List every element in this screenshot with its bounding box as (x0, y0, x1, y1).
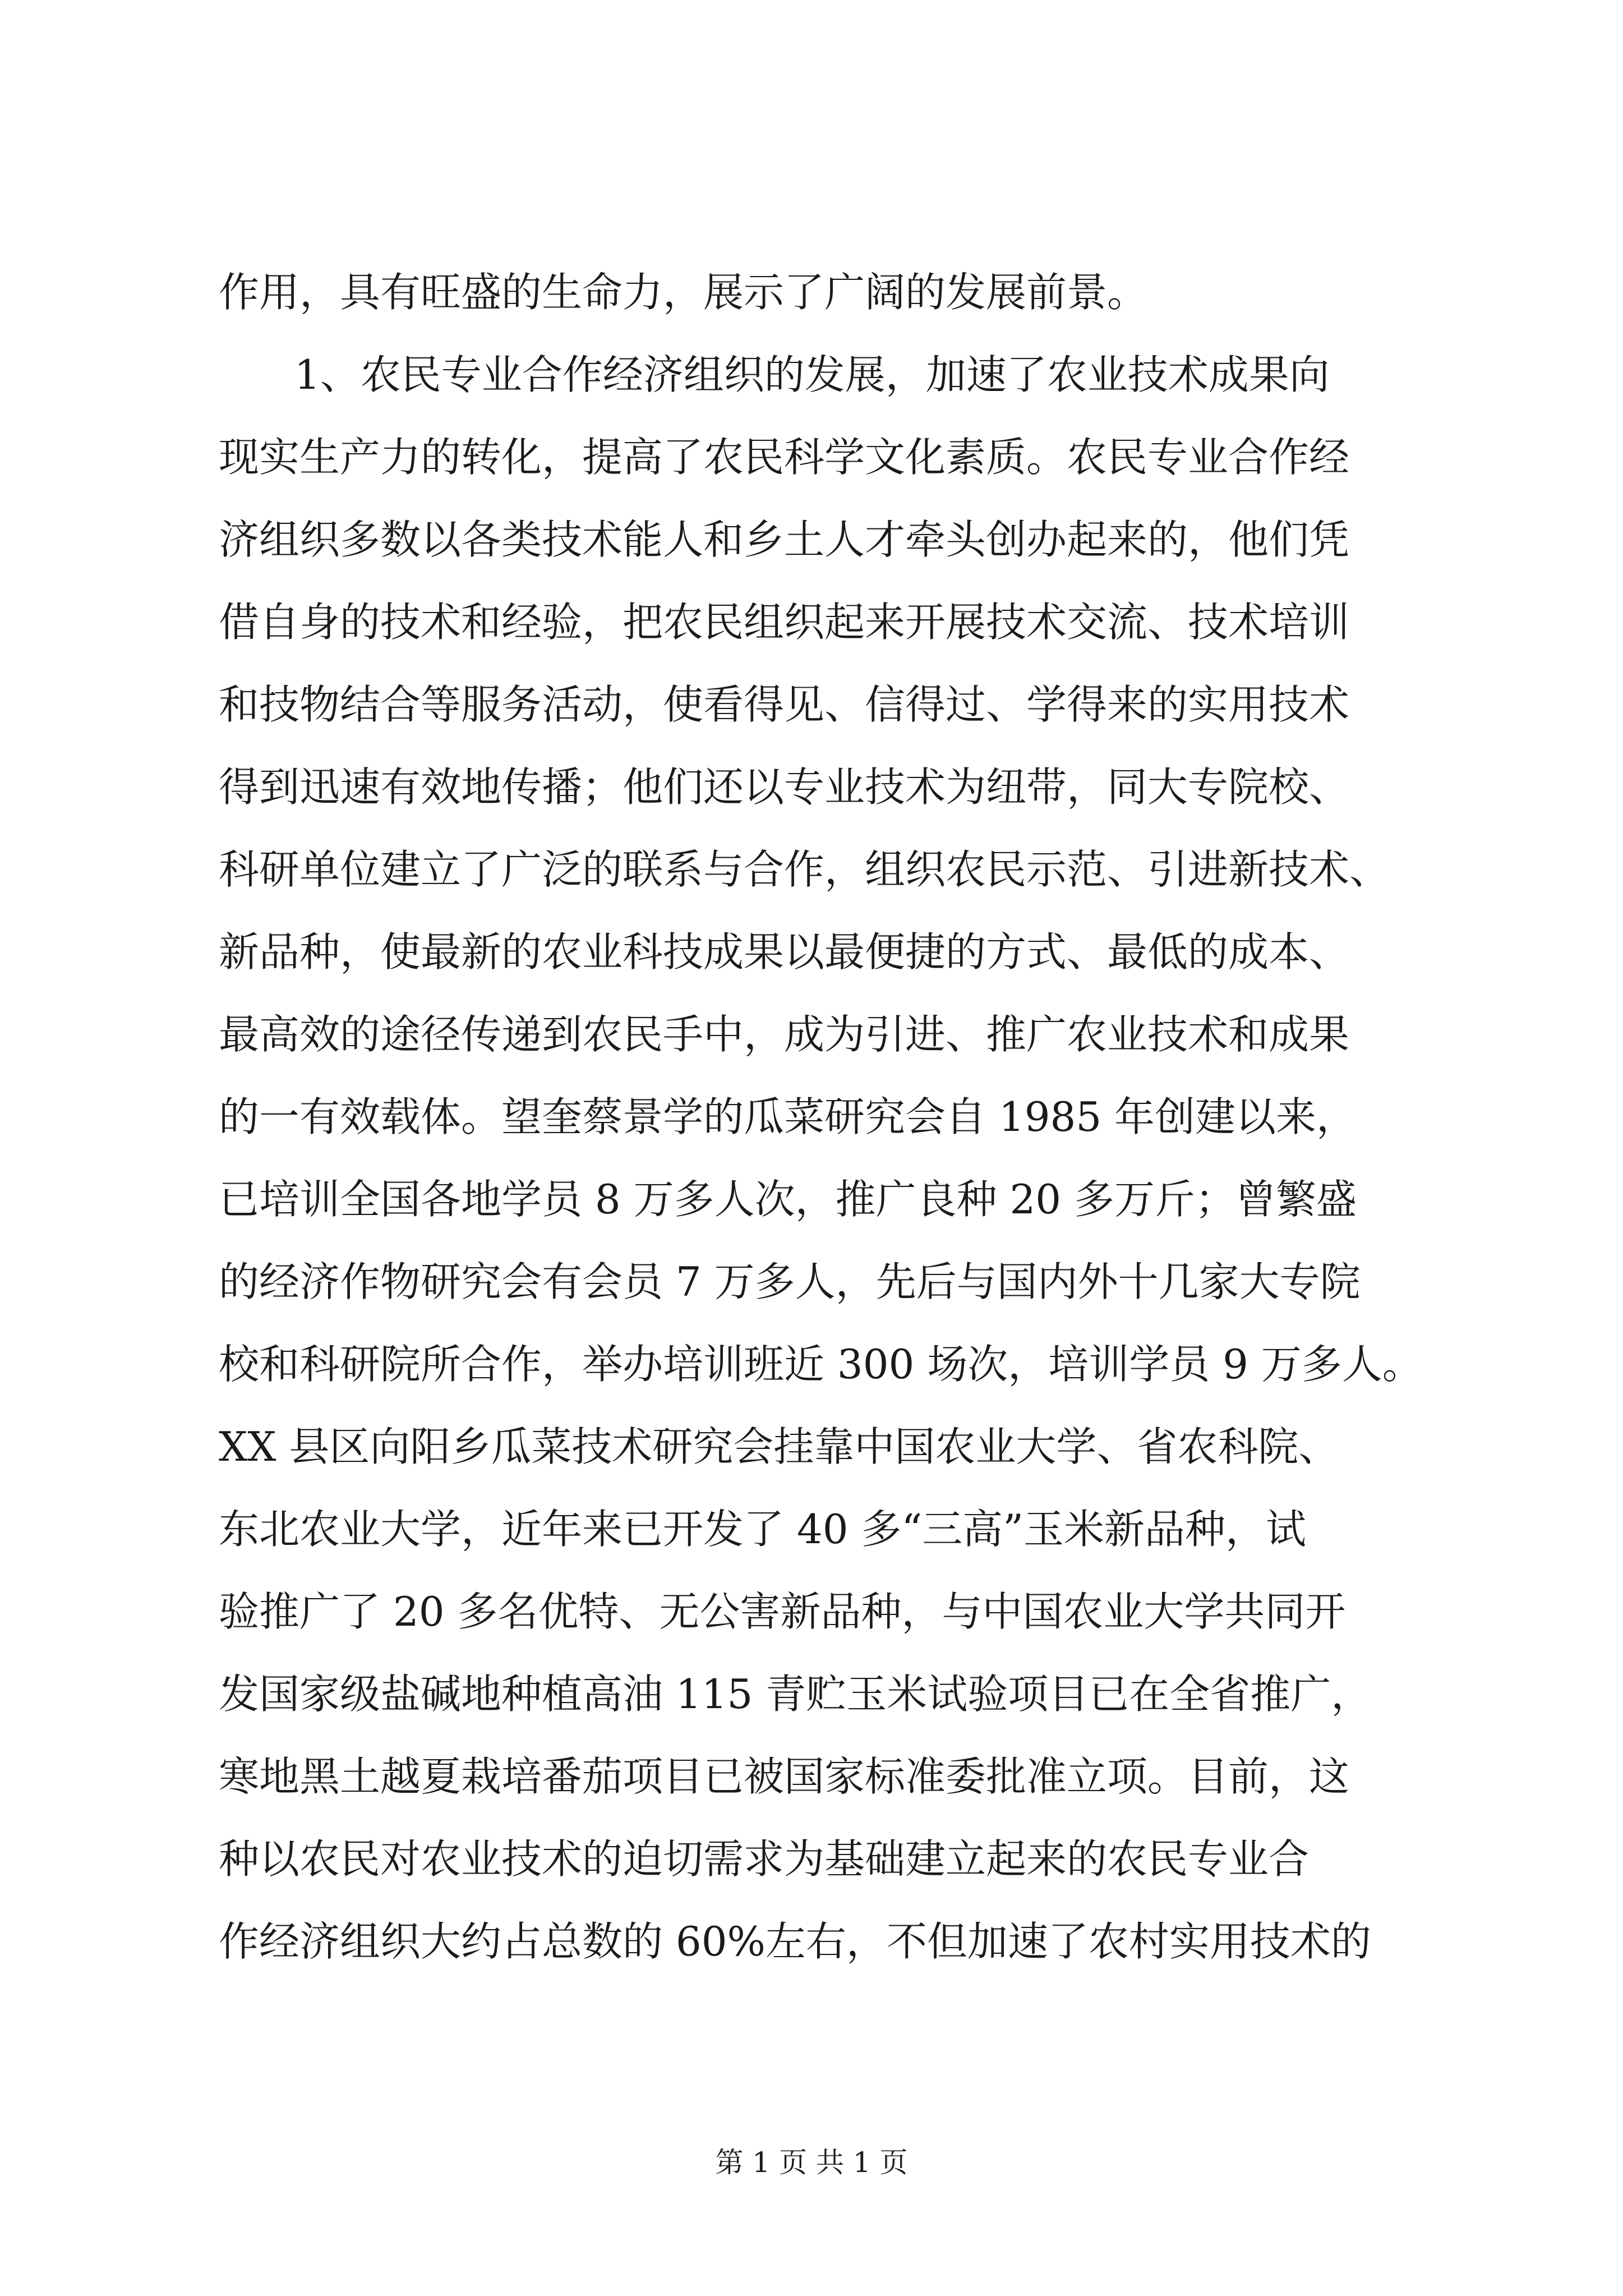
text-line: 作用，具有旺盛的生命力，展示了广阔的发展前景。 (219, 269, 1148, 316)
text-line: 得到迅速有效地传播；他们还以专业技术为纽带，同大专院校、 (219, 763, 1350, 811)
page-number-footer: 第 1 页 共 1 页 (715, 2146, 908, 2179)
text-line: 借自身的技术和经验，把农民组织起来开展技术交流、技术培训 (219, 599, 1350, 646)
text-line: 已培训全国各地学员 8 万多人次，推广良种 20 多万斤；曾繁盛 (219, 1176, 1357, 1223)
text-line: 发国家级盐碱地种植高油 115 青贮玉米试验项目已在全省推广， (219, 1671, 1372, 1718)
text-line: 最高效的途径传递到农民手中，成为引进、推广农业技术和成果 (219, 1011, 1350, 1058)
paragraph-start-line: 1、农民专业合作经济组织的发展，加速了农业技术成果向 (294, 351, 1330, 398)
text-line: 科研单位建立了广泛的联系与合作，组织农民示范、引进新技术、 (219, 846, 1390, 893)
text-line: 寒地黑土越夏栽培番茄项目已被国家标准委批准立项。目前，这 (219, 1753, 1350, 1800)
text-line: 和技物结合等服务活动，使看得见、信得过、学得来的实用技术 (219, 681, 1350, 728)
text-line: 的一有效载体。望奎蔡景学的瓜菜研究会自 1985 年创建以来， (219, 1093, 1357, 1140)
text-line: 种以农民对农业技术的迫切需求为基础建立起来的农民专业合 (219, 1835, 1310, 1883)
text-line: 验推广了 20 多名优特、无公害新品种，与中国农业大学共同开 (219, 1588, 1346, 1635)
text-line: 济组织多数以各类技术能人和乡土人才牵头创办起来的，他们凭 (219, 516, 1350, 563)
text-line: XX 县区向阳乡瓜菜技术研究会挂靠中国农业大学、省农科院、 (219, 1423, 1339, 1470)
text-line: 的经济作物研究会有会员 7 万多人，先后与国内外十几家大专院 (219, 1258, 1361, 1305)
text-line: 新品种，使最新的农业科技成果以最便捷的方式、最低的成本、 (219, 928, 1350, 976)
text-line: 东北农业大学，近年来已开发了 40 多“三高”玉米新品种，试 (219, 1506, 1307, 1553)
body-text (219, 251, 1423, 1983)
text-line: 校和科研院所合作，举办培训班近 300 场次，培训学员 9 万多人。 (219, 1341, 1423, 1388)
text-line: 现实生产力的转化，提高了农民科学文化素质。农民专业合作经 (219, 434, 1350, 481)
text-line: 作经济组织大约占总数的 60%左右，不但加速了农村实用技术的 (219, 1918, 1371, 1965)
